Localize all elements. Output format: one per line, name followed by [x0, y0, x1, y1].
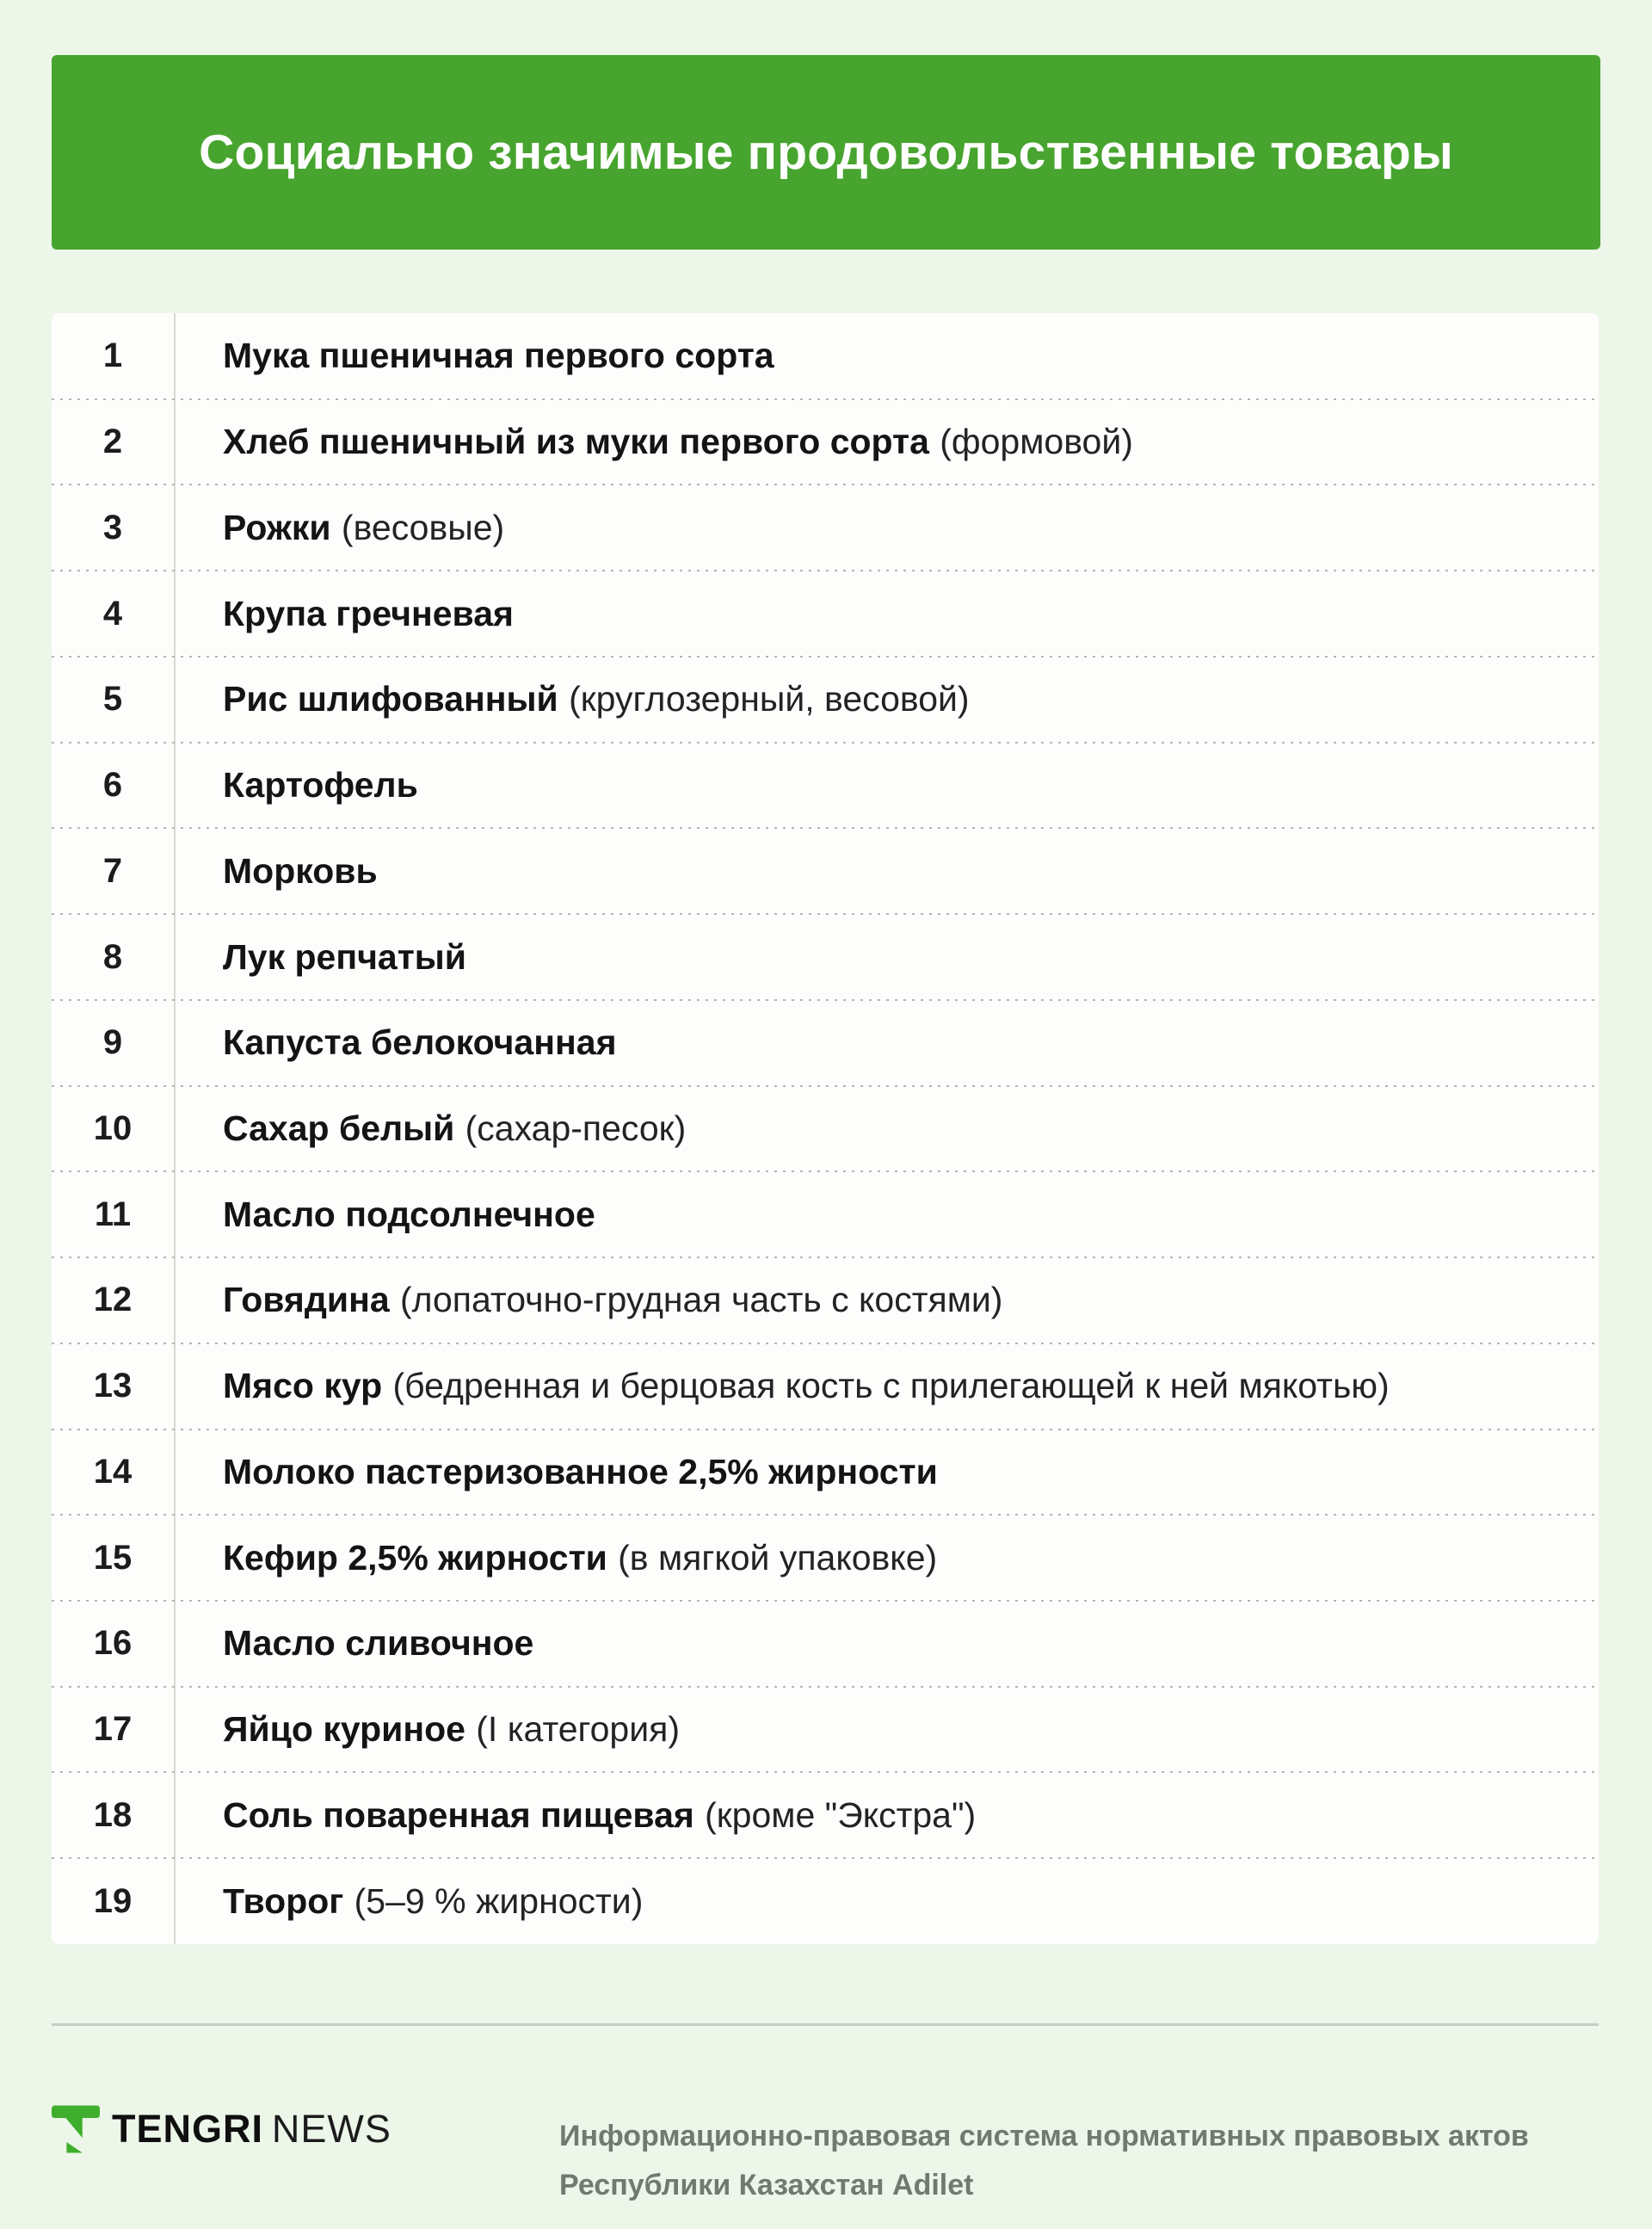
product-name: Молоко пастеризованное 2,5% жирности — [223, 1451, 938, 1491]
product-name: Морковь — [223, 850, 378, 891]
row-number: 19 — [93, 1881, 133, 1920]
brand-wordmark — [112, 2107, 391, 2152]
product-note: (формовой) — [940, 422, 1133, 462]
product-note: (бедренная и берцовая кость с прилегающей к ней мякотью) — [392, 1366, 1390, 1406]
row-number: 3 — [102, 508, 123, 546]
product-name: Творог — [223, 1880, 344, 1921]
row-number: 18 — [93, 1795, 133, 1834]
product-name: Масло сливочное — [223, 1623, 534, 1664]
attribution-line-2: Республики Казахстан Adilet — [559, 2169, 974, 2201]
table-row — [52, 1858, 1599, 1944]
product-name: Соль поваренная пищевая — [223, 1794, 694, 1835]
row-number: 15 — [93, 1538, 133, 1577]
table-row — [52, 743, 1599, 829]
row-number: 9 — [102, 1023, 123, 1062]
product-name: Мука пшеничная первого сорта — [223, 336, 774, 376]
product-note: (весовые) — [341, 507, 505, 547]
table-row — [52, 1086, 1599, 1172]
product-note: (в мягкой упаковке) — [618, 1537, 938, 1578]
row-number: 8 — [102, 937, 123, 976]
table-row — [52, 313, 1599, 399]
page-title: Социально значимые продовольственные товары — [199, 125, 1453, 180]
row-number: 4 — [102, 594, 123, 633]
table-row — [52, 914, 1599, 1000]
product-name: Рожки — [223, 507, 331, 547]
product-name: Крупа гречневая — [223, 593, 514, 633]
row-number: 16 — [93, 1624, 133, 1663]
row-number: 17 — [93, 1710, 133, 1749]
table-row — [52, 1515, 1599, 1601]
product-name: Кефир 2,5% жирности — [223, 1537, 607, 1578]
table-row — [52, 1429, 1599, 1516]
product-name: Картофель — [223, 765, 418, 806]
attribution-line-1: Информационно-правовая система нормативных правовых актов — [559, 2120, 1529, 2152]
row-number: 6 — [102, 766, 123, 805]
table-row — [52, 1171, 1599, 1257]
table-row — [52, 1257, 1599, 1343]
product-note: (кроме "Экстра") — [705, 1794, 977, 1835]
product-name: Лук репчатый — [223, 936, 466, 977]
product-note: (5–9 % жирности) — [354, 1880, 644, 1921]
product-name: Яйцо куриное — [223, 1709, 465, 1750]
brand-news: NEWS — [271, 2107, 391, 2151]
row-number: 7 — [102, 851, 123, 890]
attribution — [559, 2112, 1529, 2210]
table-row — [52, 1343, 1599, 1429]
row-number: 1 — [102, 337, 123, 375]
product-name: Масло подсолнечное — [223, 1194, 595, 1234]
product-note: (круглозерный, весовой) — [569, 679, 970, 719]
product-note: (сахар-песок) — [465, 1108, 687, 1148]
table-row — [52, 657, 1599, 743]
row-number: 12 — [93, 1281, 133, 1319]
product-name: Капуста белокочанная — [223, 1022, 617, 1063]
row-number: 5 — [102, 680, 123, 719]
row-number: 14 — [93, 1452, 133, 1491]
table-row — [52, 1772, 1599, 1858]
table-row — [52, 1000, 1599, 1086]
row-number: 13 — [93, 1367, 133, 1405]
table-row — [52, 1601, 1599, 1687]
footer-divider — [52, 2023, 1599, 2026]
products-table — [52, 313, 1599, 1944]
table-row — [52, 1687, 1599, 1773]
table-row — [52, 571, 1599, 657]
table-row — [52, 485, 1599, 571]
row-number: 2 — [102, 423, 123, 461]
product-name: Сахар белый — [223, 1108, 455, 1148]
table-row — [52, 828, 1599, 914]
footer — [52, 2100, 1599, 2229]
product-name: Хлеб пшеничный из муки первого сорта — [223, 422, 929, 462]
header-banner — [52, 55, 1600, 250]
row-number: 10 — [93, 1108, 133, 1147]
tengri-flag-icon — [52, 2105, 100, 2153]
row-number: 11 — [94, 1195, 132, 1233]
product-name: Мясо кур — [223, 1366, 383, 1406]
product-name: Говядина — [223, 1280, 390, 1320]
product-name: Рис шлифованный — [223, 679, 558, 719]
table-row — [52, 399, 1599, 485]
product-note: (I категория) — [476, 1709, 680, 1750]
tengrinews-logo — [52, 2105, 391, 2153]
brand-tengri: TENGRI — [112, 2107, 264, 2151]
product-note: (лопаточно-грудная часть с костями) — [399, 1280, 1003, 1320]
